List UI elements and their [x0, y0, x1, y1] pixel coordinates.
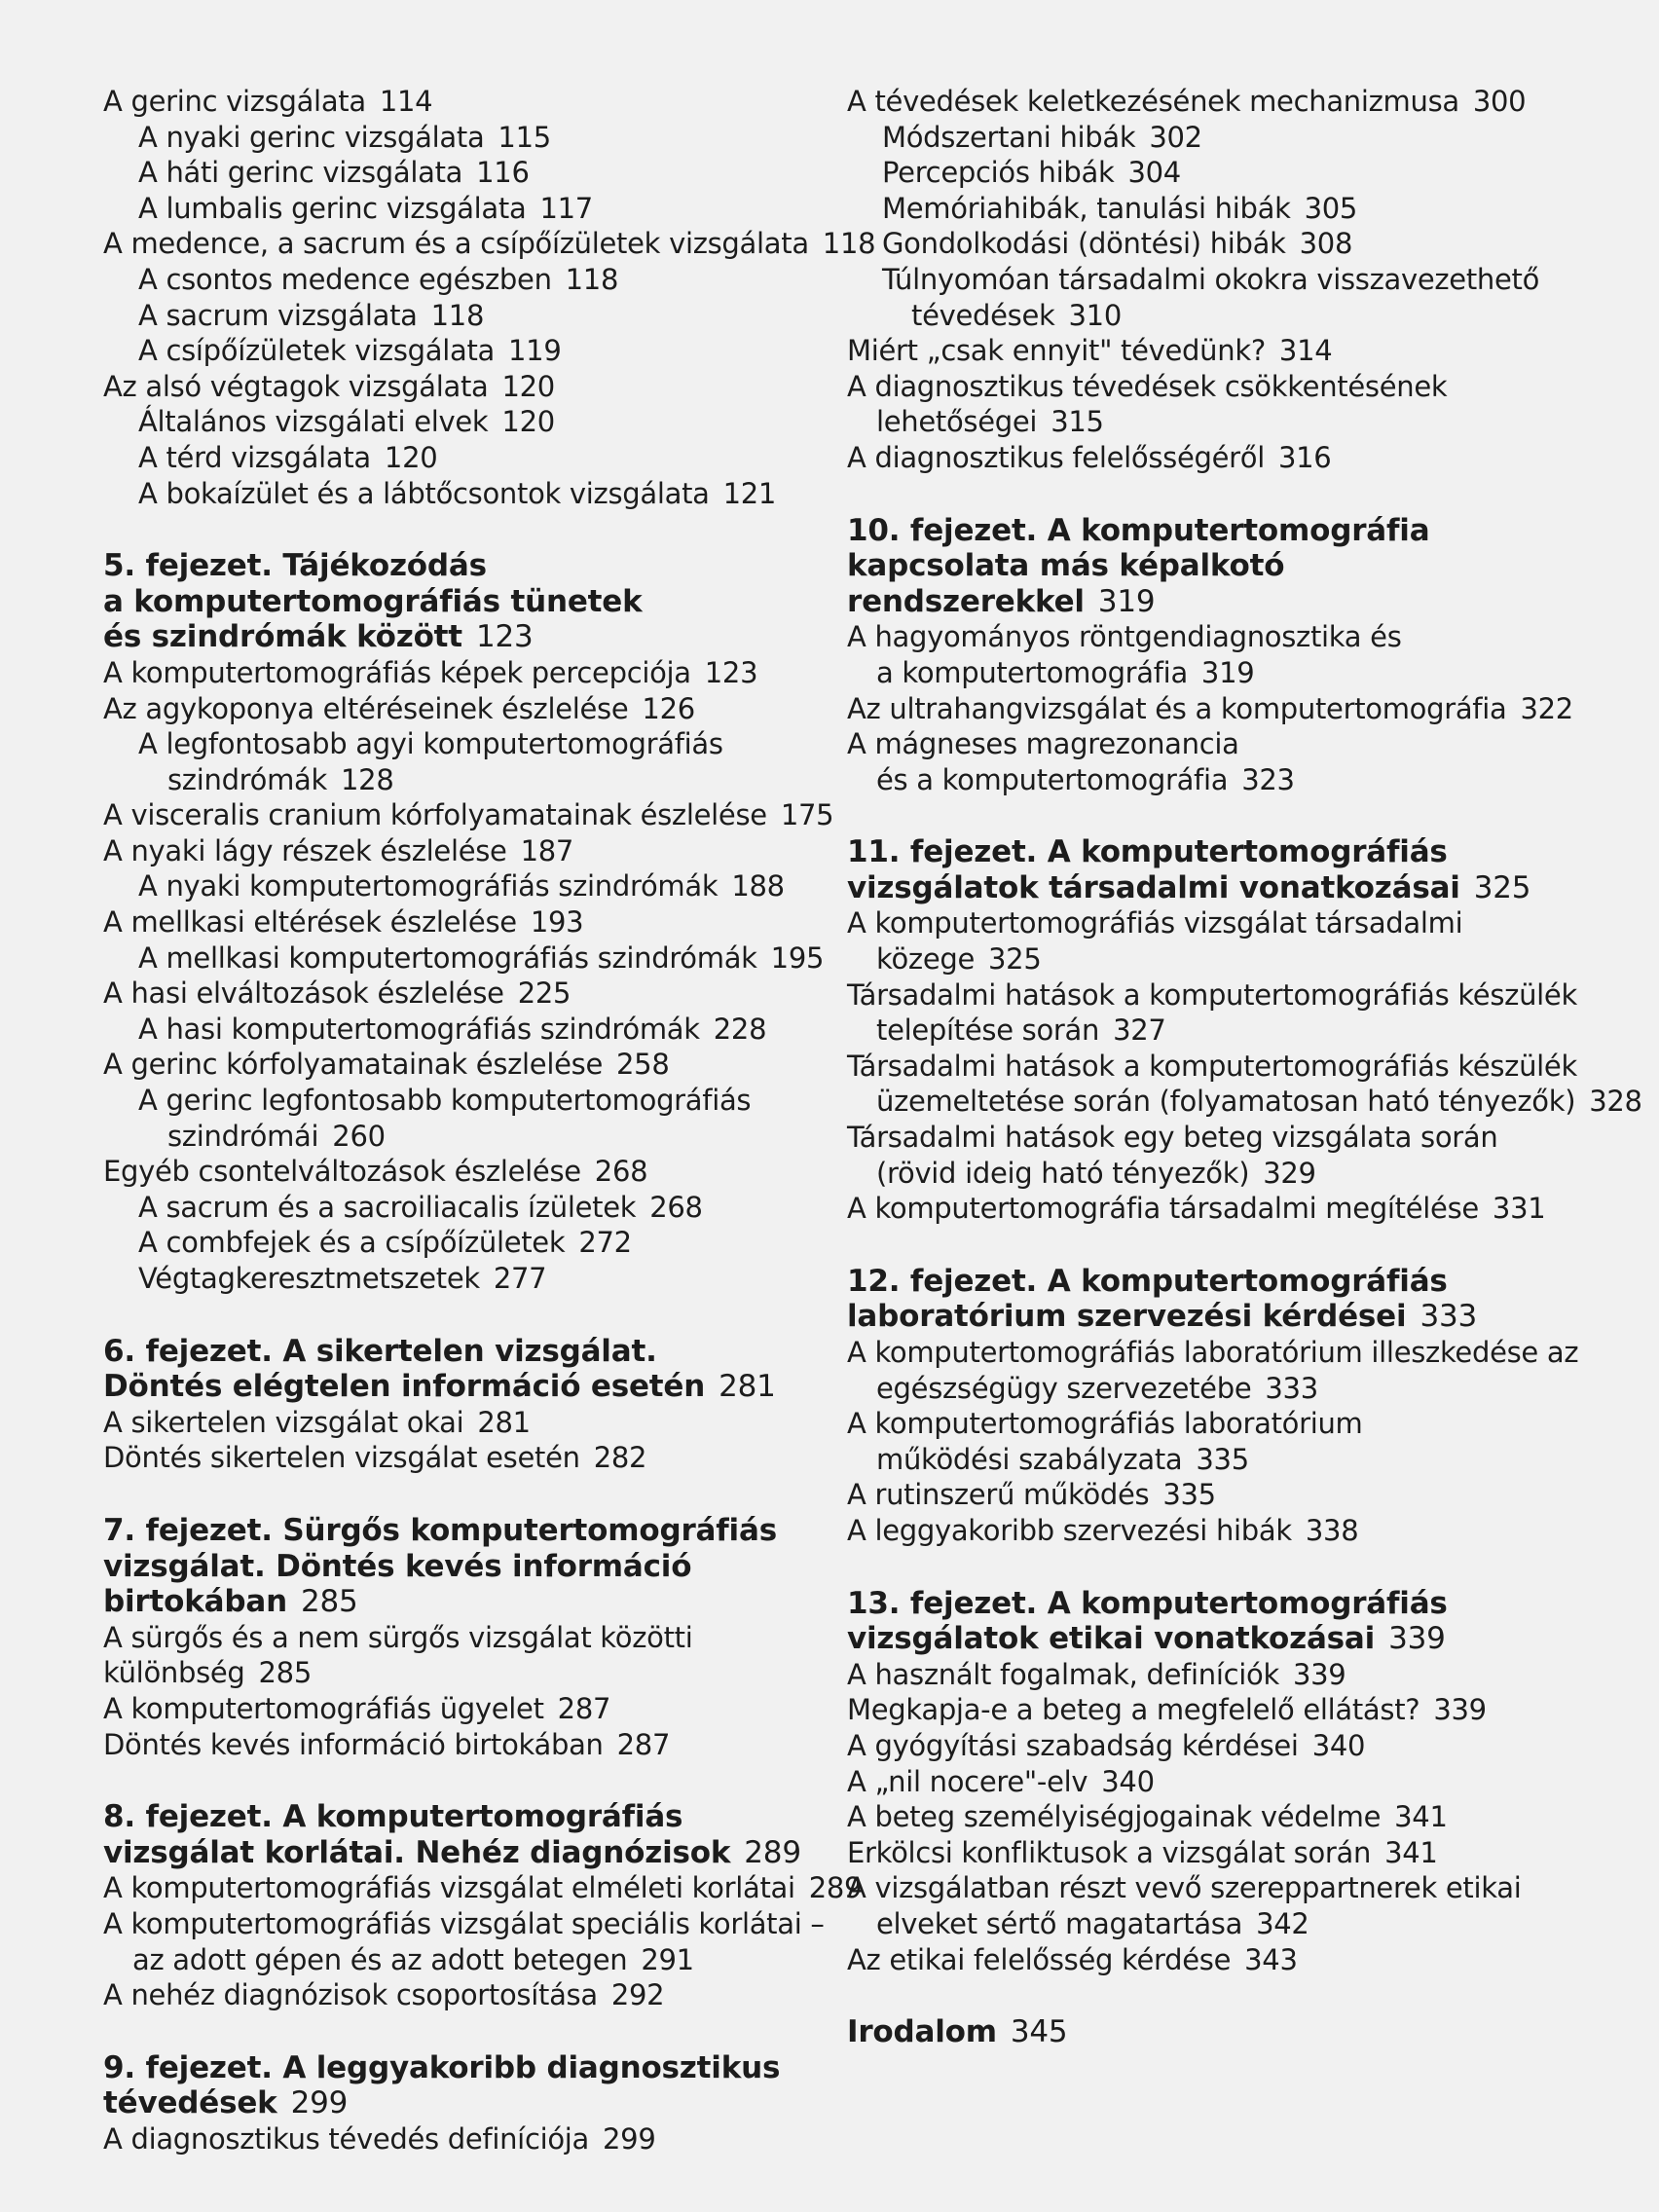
toc-entry: [847, 440, 1626, 476]
toc-page-number: 304: [1127, 156, 1181, 190]
chapter-title: [103, 2050, 835, 2086]
chapter-title-text: vizsgálat korlátai. Nehéz diagnózisok: [103, 1834, 731, 1870]
toc-entry: [103, 726, 835, 762]
toc-page-number: 228: [713, 1012, 767, 1046]
toc-entry: [103, 155, 835, 191]
toc-entry-text: Erkölcsi konfliktusok a vizsgálat során: [847, 1835, 1372, 1869]
toc-page-number: 331: [1492, 1192, 1546, 1226]
toc-entry: [847, 1477, 1626, 1513]
toc-page-number: 268: [594, 1155, 648, 1189]
toc-page-number: 268: [649, 1190, 703, 1224]
toc-page-number: 335: [1196, 1442, 1249, 1476]
toc-entry-text: A sikertelen vizsgálat okai: [103, 1405, 464, 1439]
toc-page-number: 118: [822, 227, 876, 261]
toc-page-number: 300: [1472, 85, 1527, 118]
toc-entry: [103, 1154, 835, 1190]
toc-page-number: 343: [1244, 1942, 1298, 1976]
toc-entry-text: a komputertomográfia: [876, 655, 1188, 689]
toc-entry: [103, 1977, 835, 2013]
toc-entry: [103, 1655, 835, 1691]
toc-entry: [103, 369, 835, 405]
chapter-title: [103, 2085, 835, 2121]
chapter-title-text: 5. fejezet. Tájékozódás: [103, 548, 487, 584]
chapter-page-number: 319: [1097, 583, 1156, 619]
chapter-title: [847, 1586, 1626, 1622]
toc-page-number: 123: [704, 655, 758, 689]
toc-entry: [847, 262, 1626, 298]
toc-column-right: [847, 84, 1642, 2050]
toc-entry-text: A komputertomográfiás laboratórium: [847, 1407, 1363, 1441]
toc-page-number: 308: [1299, 227, 1353, 261]
chapter-title: [103, 1835, 835, 1871]
toc-page-number: 291: [641, 1942, 694, 1976]
toc-entry-text: Társadalmi hatások a komputertomográfiás készülék: [847, 977, 1577, 1012]
toc-page-number: 299: [603, 2121, 656, 2156]
toc-page-number: 117: [539, 191, 593, 225]
chapter-title: [103, 548, 835, 584]
toc-entry: [847, 1335, 1626, 1371]
toc-entry: [103, 333, 835, 369]
toc-page-number: 339: [1433, 1693, 1487, 1727]
toc-entry-text: A nyaki komputertomográfiás szindrómák: [138, 869, 719, 903]
toc-page-number: 314: [1278, 334, 1333, 368]
chapter-title-text: 9. fejezet. A leggyakoribb diagnosztikus: [103, 2049, 781, 2085]
toc-entry: [103, 1727, 835, 1763]
toc-entry-text: A térd vizsgálata: [138, 440, 371, 474]
toc-page-number: 119: [508, 334, 562, 368]
toc-entry-text: az adott gépen és az adott betegen: [132, 1942, 628, 1976]
chapter-title-text: laboratórium szervezési kérdései: [847, 1299, 1407, 1335]
toc-entry: [847, 905, 1626, 941]
chapter-title-text: vizsgálatok etikai vonatkozásai: [847, 1621, 1376, 1657]
toc-entry-text: A nyaki lágy részek észlelése: [103, 833, 507, 867]
toc-entry-text: A beteg személyiségjogainak védelme: [847, 1800, 1382, 1834]
toc-page-number: 329: [1263, 1156, 1316, 1190]
toc-page-number: 302: [1149, 120, 1202, 154]
toc-entry-text: A visceralis cranium kórfolyamatainak észlelése: [103, 798, 767, 832]
toc-page-number: 118: [430, 298, 485, 332]
toc-entry: [847, 1764, 1626, 1800]
toc-entry: [847, 1799, 1626, 1835]
chapter-title: [847, 548, 1626, 584]
toc-entry: [847, 155, 1626, 191]
toc-column-left: [103, 84, 876, 2157]
toc-entry-text: és a komputertomográfia: [876, 762, 1229, 796]
toc-entry: [103, 1440, 835, 1476]
toc-chapter: [847, 1264, 1626, 1549]
toc-page-number: 120: [501, 405, 555, 439]
toc-entry: [103, 226, 876, 262]
toc-entry-text: telepítése során: [876, 1014, 1100, 1048]
toc-chapter: [103, 1513, 835, 1762]
toc-page-number: 187: [520, 833, 574, 867]
toc-entry-text: A gerinc vizsgálata: [103, 85, 366, 118]
toc-entry: [847, 84, 1626, 120]
toc-entry-text: A diagnosztikus felelősségéről: [847, 440, 1265, 474]
toc-entry-text: A nyaki gerinc vizsgálata: [138, 120, 485, 154]
toc-page-number: 120: [501, 369, 555, 403]
toc-page-number: 335: [1162, 1478, 1216, 1512]
toc-entry-text: A sürgős és a nem sürgős vizsgálat közötti: [103, 1620, 693, 1654]
toc-entry: [103, 1405, 835, 1441]
toc-page-number: 310: [1068, 298, 1122, 332]
chapter-title-text: vizsgálat. Döntés kevés információ: [103, 1548, 692, 1584]
toc-page-number: 325: [988, 942, 1042, 977]
toc-page-number: 328: [1589, 1085, 1642, 1119]
chapter-title-text: Irodalom: [847, 2014, 997, 2050]
toc-entry: [847, 1835, 1626, 1871]
toc-entry: [103, 868, 835, 904]
toc-entry-text: A sacrum vizsgálata: [138, 298, 418, 332]
toc-entry: [847, 1120, 1626, 1156]
chapter-title: [847, 584, 1626, 620]
toc-page-number: 327: [1113, 1014, 1166, 1048]
toc-entry: [103, 1870, 863, 1906]
toc-entry-text: A tévedések keletkezésének mechanizmusa: [847, 85, 1459, 118]
toc-entry-text: Egyéb csontelváltozások észlelése: [103, 1155, 581, 1189]
toc-entry: [847, 1084, 1642, 1120]
toc-page-number: 340: [1311, 1728, 1366, 1762]
toc-entry-text: Megkapja-e a beteg a megfelelő ellátást?: [847, 1693, 1420, 1727]
toc-entry: [103, 940, 835, 977]
toc-entry-text: Túlnyomóan társadalmi okokra visszavezethető: [882, 262, 1540, 296]
toc-page-number: 116: [476, 156, 530, 190]
toc-entry: [103, 2121, 835, 2157]
toc-entry-text: A gyógyítási szabadság kérdései: [847, 1728, 1299, 1762]
toc-entry: [103, 1083, 835, 1119]
toc-entry: [847, 726, 1626, 762]
toc-entry-text: A medence, a sacrum és a csípőízületek vizsgálata: [103, 227, 809, 261]
toc-entry-text: A komputertomográfiás vizsgálat speciális korlátai –: [103, 1906, 825, 1940]
toc-entry-text: Gondolkodási (döntési) hibák: [882, 227, 1286, 261]
toc-entry: [847, 1442, 1626, 1478]
toc-entry: [103, 904, 835, 940]
toc-entry-text: A mellkasi komputertomográfiás szindrómák: [138, 940, 757, 975]
toc-page-number: 285: [258, 1656, 312, 1690]
toc-entry-text: A bokaízület és a lábtőcsontok vizsgálata: [138, 476, 710, 510]
toc-page-number: 341: [1394, 1800, 1448, 1834]
toc-entry: [103, 404, 835, 440]
toc-entry-text: működési szabályzata: [876, 1442, 1183, 1476]
toc-entry-text: A „nil nocere"-elv: [847, 1764, 1088, 1798]
toc-entry: [103, 976, 835, 1012]
toc-entry: [103, 1047, 835, 1083]
toc-entry-text: A csontos medence egészben: [138, 262, 552, 296]
toc-entry-text: Döntés kevés információ birtokában: [103, 1727, 604, 1761]
toc-page-number: 118: [565, 262, 619, 296]
toc-entry: [103, 833, 835, 869]
toc-entry-text: közege: [876, 942, 976, 977]
toc-entry: [847, 1942, 1626, 1978]
toc-entry: [103, 440, 835, 476]
toc-entry-text: A komputertomográfiás vizsgálat elméleti korlátai: [103, 1871, 795, 1905]
toc-page-number: 114: [379, 85, 433, 118]
toc-chapter: [103, 1334, 835, 1476]
chapter-title-text: 13. fejezet. A komputertomográfiás: [847, 1585, 1448, 1621]
chapter-title: [103, 584, 835, 620]
toc-entry-text: különbség: [103, 1656, 245, 1690]
toc-entry: [847, 191, 1626, 227]
toc-entry: [103, 298, 835, 334]
toc-entry: [103, 1225, 835, 1261]
toc-page-number: 305: [1304, 191, 1358, 225]
toc-entry-text: A leggyakoribb szervezési hibák: [847, 1513, 1292, 1547]
toc-entry-text: A rutinszerű működés: [847, 1478, 1150, 1512]
toc-entry: [103, 84, 835, 120]
toc-entry: [103, 1620, 835, 1656]
toc-entry-text: Percepciós hibák: [882, 156, 1115, 190]
chapter-page-number: 285: [300, 1584, 358, 1620]
toc-entry-text: szindrómák: [167, 762, 328, 796]
chapter-title: [847, 2014, 1626, 2050]
toc-page-number: 282: [593, 1441, 647, 1475]
toc-entry-text: egészségügy szervezetébe: [876, 1371, 1252, 1405]
toc-entry-text: Miért „csak ennyit" tévedünk?: [847, 334, 1266, 368]
toc-entry-text: A mellkasi eltérések észlelése: [103, 905, 517, 940]
chapter-title-text: és szindrómák között: [103, 619, 462, 655]
toc-page-number: 339: [1292, 1657, 1346, 1691]
toc-entry-text: Társadalmi hatások a komputertomográfiás készülék: [847, 1049, 1577, 1083]
toc-entry-text: (rövid ideig ható tényezők): [876, 1156, 1250, 1190]
toc-page-number: 272: [578, 1226, 632, 1260]
toc-entry: [847, 1049, 1626, 1085]
toc-chapter: [847, 1586, 1626, 1978]
toc-entry-text: üzemeltetése során (folyamatosan ható tényezők): [876, 1085, 1576, 1119]
chapter-title-text: 7. fejezet. Sürgős komputertomográfiás: [103, 1512, 777, 1548]
toc-entry: [847, 619, 1626, 655]
toc-entry-text: Általános vizsgálati elvek: [138, 405, 489, 439]
toc-entry-text: A komputertomográfia társadalmi megítélése: [847, 1192, 1479, 1226]
toc-page-number: 258: [616, 1048, 670, 1082]
toc-entry-text: Társadalmi hatások egy beteg vizsgálata során: [847, 1121, 1498, 1155]
toc-entry-text: A komputertomográfiás laboratórium illeszkedése az: [847, 1336, 1579, 1369]
toc-entry: [103, 1261, 835, 1297]
chapter-page-number: 281: [719, 1369, 776, 1405]
toc-entry: [847, 1371, 1626, 1407]
toc-entry: [847, 1692, 1626, 1728]
toc-entry: [847, 762, 1626, 798]
toc-entry-text: A gerinc kórfolyamatainak észlelése: [103, 1048, 604, 1082]
toc-entry-text: A komputertomográfiás vizsgálat társadalmi: [847, 906, 1463, 940]
toc-entry: [847, 1406, 1626, 1442]
toc-entry-text: A hasi elváltozások észlelése: [103, 977, 504, 1011]
toc-page-number: 292: [610, 1978, 665, 2012]
toc-entry-text: Az etikai felelősség kérdése: [847, 1942, 1232, 1976]
chapter-title: [103, 1584, 835, 1620]
toc-page-number: 121: [722, 476, 777, 510]
chapter-title-text: 12. fejezet. A komputertomográfiás: [847, 1263, 1448, 1299]
toc-entry: [847, 655, 1626, 691]
chapter-title: [847, 1299, 1626, 1335]
chapter-title-text: a komputertomográfiás tünetek: [103, 583, 643, 619]
toc-entry-text: A nehéz diagnózisok csoportosítása: [103, 1978, 598, 2012]
toc-page-number: 188: [731, 869, 785, 903]
toc-entry: [847, 1870, 1626, 1906]
toc-chapter: [847, 834, 1642, 1227]
toc-entry: [847, 1013, 1626, 1049]
chapter-page-number: 123: [475, 619, 534, 655]
chapter-title-text: kapcsolata más képalkotó: [847, 548, 1285, 584]
toc-page-number: 195: [770, 940, 825, 975]
chapter-page-number: 289: [744, 1834, 801, 1870]
toc-entry-text: A sacrum és a sacroiliacalis ízületek: [138, 1190, 637, 1224]
toc-page-number: 128: [341, 762, 394, 796]
toc-entry-text: A lumbalis gerinc vizsgálata: [138, 191, 527, 225]
toc-entry: [103, 797, 835, 833]
chapter-title: [847, 513, 1626, 549]
chapter-title: [103, 1513, 835, 1549]
toc-page-number: 319: [1200, 655, 1255, 689]
toc-entry-text: A hasi komputertomográfiás szindrómák: [138, 1012, 700, 1046]
toc-entry-text: A használt fogalmak, definíciók: [847, 1657, 1279, 1691]
toc-page-number: 260: [332, 1119, 386, 1153]
toc-entry: [103, 262, 835, 298]
chapter-page-number: 339: [1388, 1621, 1446, 1657]
toc-entry-text: A komputertomográfiás ügyelet: [103, 1691, 544, 1725]
toc-page-number: 338: [1305, 1513, 1359, 1547]
toc-entry: [847, 333, 1626, 369]
toc-entry-text: A komputertomográfiás képek percepciója: [103, 655, 691, 689]
toc-entry-text: Az ultrahangvizsgálat és a komputertomográfia: [847, 691, 1507, 725]
toc-entry: [847, 977, 1626, 1014]
toc-entry: [103, 191, 835, 227]
toc-entry: [103, 1190, 835, 1226]
toc-entry-text: elveket sértő magatartása: [876, 1906, 1243, 1940]
toc-entry-text: A háti gerinc vizsgálata: [138, 156, 463, 190]
toc-entry-text: A diagnosztikus tévedés definíciója: [103, 2121, 590, 2156]
toc-entry: [847, 1657, 1626, 1693]
toc-chapter: [847, 2014, 1626, 2050]
toc-entry-text: Döntés sikertelen vizsgálat esetén: [103, 1441, 580, 1475]
chapter-title-text: 6. fejezet. A sikertelen vizsgálat.: [103, 1333, 657, 1369]
chapter-title-text: 10. fejezet. A komputertomográfia: [847, 512, 1430, 548]
toc-page-number: 287: [616, 1727, 671, 1761]
toc-entry-text: A csípőízületek vizsgálata: [138, 334, 496, 368]
toc-page-number: 281: [477, 1405, 531, 1439]
toc-page-number: 323: [1241, 762, 1295, 796]
chapter-title: [103, 1334, 835, 1370]
toc-entry-text: Módszertani hibák: [882, 120, 1136, 154]
chapter-title-text: vizsgálatok társadalmi vonatkozásai: [847, 869, 1460, 905]
chapter-page-number: 345: [1010, 2014, 1068, 2050]
toc-page-number: 322: [1520, 691, 1573, 725]
toc-entry: [847, 1906, 1626, 1942]
toc-page-number: 340: [1101, 1764, 1155, 1798]
toc-entry: [847, 298, 1626, 334]
toc-entry: [847, 691, 1626, 727]
chapter-page-number: 333: [1419, 1299, 1478, 1335]
toc-page-number: 289: [808, 1871, 863, 1905]
toc-page-number: 225: [517, 977, 571, 1011]
chapter-title-text: 11. fejezet. A komputertomográfiás: [847, 834, 1448, 870]
chapter-title: [847, 1264, 1626, 1300]
toc-entry: [103, 476, 835, 512]
chapter-title: [103, 1549, 835, 1585]
toc-entry: [103, 1119, 835, 1155]
toc-page-number: 120: [384, 440, 438, 474]
chapter-title: [103, 1799, 835, 1835]
toc-entry: [103, 1906, 835, 1942]
toc-entry: [847, 1728, 1626, 1764]
toc-page-number: 193: [530, 905, 584, 940]
toc-page-number: 316: [1277, 440, 1332, 474]
toc-entry-text: tévedések: [911, 298, 1055, 332]
toc-entry: [103, 655, 835, 691]
toc-entry: [103, 120, 835, 156]
chapter-title: [847, 870, 1626, 906]
toc-entry: [847, 1156, 1626, 1192]
toc-entry: [103, 1691, 835, 1727]
chapter-title: [103, 1369, 835, 1405]
toc-entry-text: A combfejek és a csípőízületek: [138, 1226, 566, 1260]
toc-entry: [103, 1012, 835, 1048]
chapter-title: [847, 1621, 1626, 1657]
toc-entry: [847, 369, 1626, 405]
toc-chapter: [103, 1799, 863, 2013]
chapter-title-text: Döntés elégtelen információ esetén: [103, 1369, 706, 1405]
toc-entry-text: Az agykoponya eltéréseinek észlelése: [103, 691, 629, 725]
chapter-title: [847, 834, 1626, 870]
toc-entry: [103, 691, 835, 727]
toc-entry-text: lehetőségei: [876, 405, 1038, 439]
toc-chapter: [847, 513, 1626, 798]
toc-entry-text: A mágneses magrezonancia: [847, 727, 1239, 761]
chapter-title-text: rendszerekkel: [847, 583, 1085, 619]
toc-page-number: 315: [1051, 405, 1104, 439]
toc-entry: [103, 762, 835, 798]
toc-page-number: 333: [1265, 1371, 1318, 1405]
toc-entry-text: A vizsgálatban részt vevő szereppartnerek etikai: [847, 1871, 1522, 1905]
toc-page-number: 277: [493, 1262, 547, 1295]
toc-entry: [847, 404, 1626, 440]
chapter-title-text: 8. fejezet. A komputertomográfiás: [103, 1799, 683, 1835]
toc-chapter: [103, 2050, 835, 2157]
chapter-page-number: 325: [1473, 869, 1531, 905]
toc-page-number: 126: [642, 691, 695, 725]
toc-chapter: [103, 548, 835, 1296]
chapter-title: [103, 619, 835, 655]
toc-page-number: 175: [780, 798, 834, 832]
toc-page-number: 341: [1384, 1835, 1438, 1869]
toc-entry: [847, 1191, 1626, 1227]
toc-entry-text: A legfontosabb agyi komputertomográfiás: [138, 727, 723, 761]
toc-entry-text: Végtagkeresztmetszetek: [138, 1262, 480, 1295]
toc-page-number: 342: [1256, 1906, 1309, 1940]
toc-entry: [847, 120, 1626, 156]
toc-entry-text: A hagyományos röntgendiagnosztika és: [847, 620, 1402, 654]
toc-entry: [847, 226, 1626, 262]
chapter-title-text: tévedések: [103, 2085, 277, 2121]
toc-entry-text: szindrómái: [167, 1119, 319, 1153]
toc-page-number: 287: [557, 1691, 611, 1725]
toc-entry-text: Memóriahibák, tanulási hibák: [882, 191, 1291, 225]
toc-entry: [847, 1513, 1626, 1549]
toc-entry: [103, 1942, 835, 1978]
toc-entry-text: Az alsó végtagok vizsgálata: [103, 369, 489, 403]
toc-entry-text: A gerinc legfontosabb komputertomográfiás: [138, 1084, 752, 1118]
chapter-title-text: birtokában: [103, 1584, 287, 1620]
chapter-page-number: 299: [290, 2085, 349, 2121]
toc-page-number: 115: [498, 120, 551, 154]
toc-entry-text: A diagnosztikus tévedések csökkentésének: [847, 369, 1448, 403]
toc-entry: [847, 941, 1626, 977]
